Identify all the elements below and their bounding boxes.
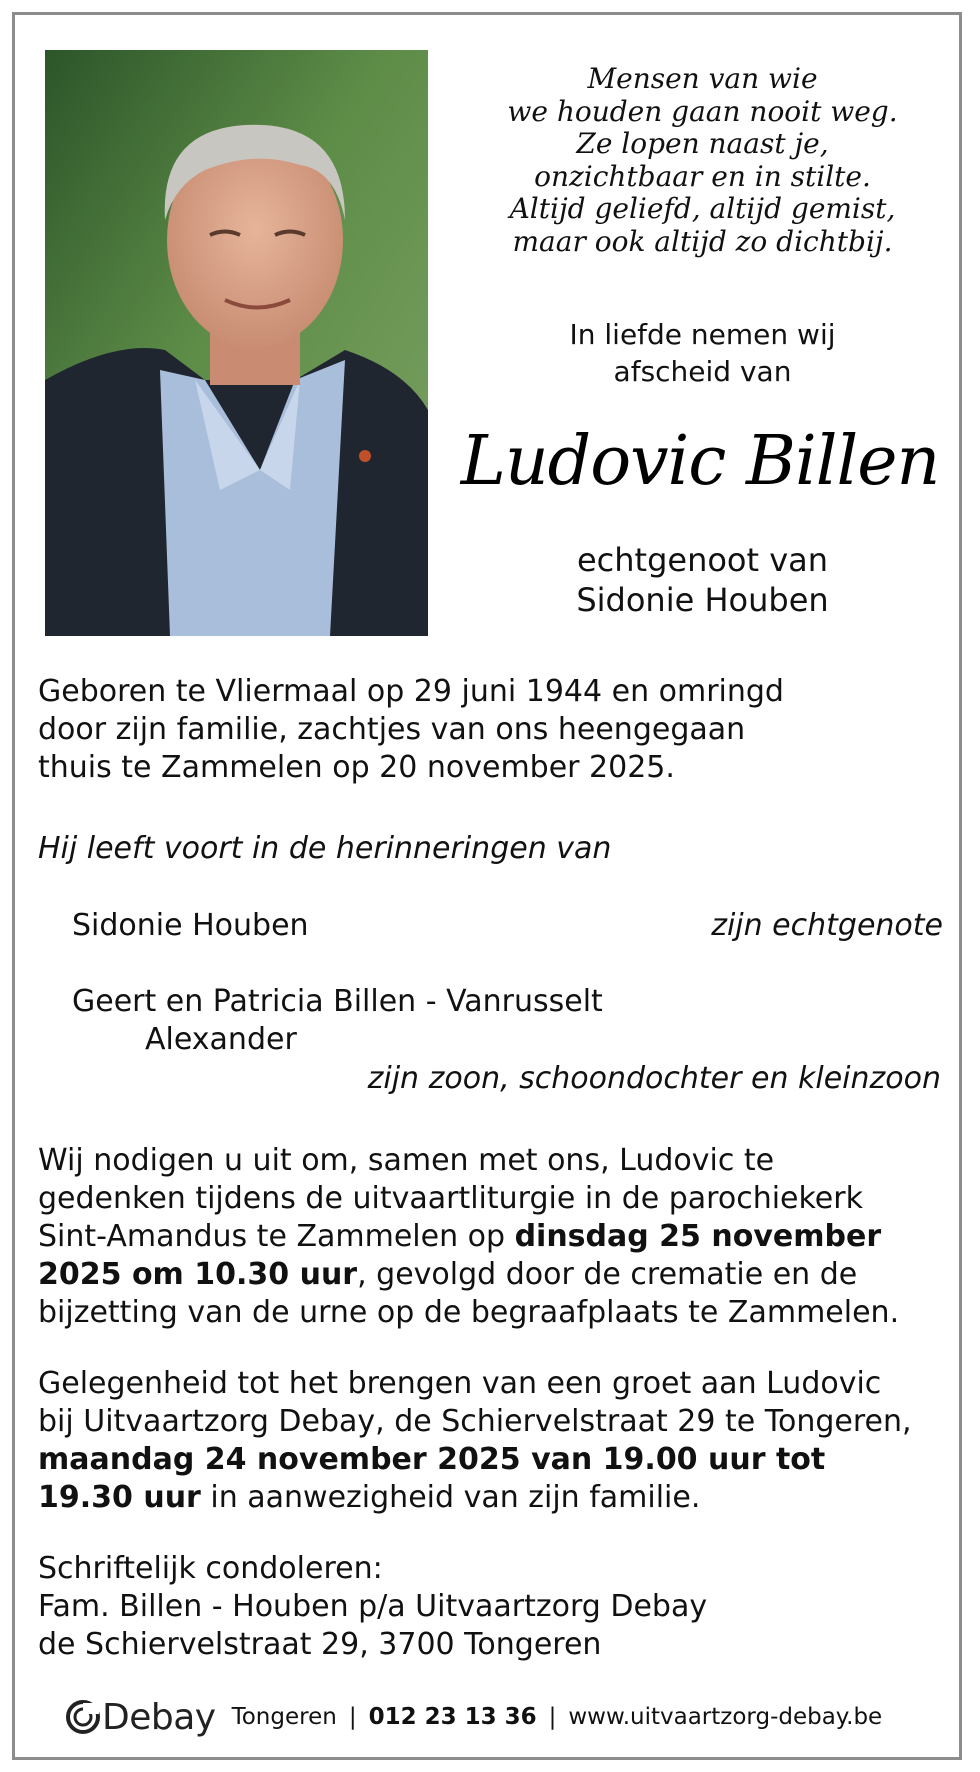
footer-website[interactable]: www.uitvaartzorg-debay.be [568,1704,883,1730]
visitation-paragraph [38,1365,912,1517]
family-son-names: Geert en Patricia Billen - Vanrusselt [72,984,603,1019]
family-grandson-name: Alexander [145,1022,297,1057]
condol-line: de Schiervelstraat 29, 3700 Tongeren [38,1627,602,1662]
visit-line [38,1479,912,1517]
poem [470,63,935,258]
deceased-name: Ludovic Billen [460,422,940,501]
invite-line: gedenken tijdens de uitvaartliturgie in de parochiekerk [38,1181,863,1216]
invite-line [38,1256,899,1294]
invite-line [38,1218,899,1256]
poem-line: onzichtbaar en in stilte. [534,159,871,193]
portrait-photo [45,50,428,636]
invite-line: Wij nodigen u uit om, samen met ons, Ludovic te [38,1143,775,1178]
visit-line [38,1441,912,1479]
condol-line: Schriftelijk condoleren: [38,1551,383,1586]
funeral-date: dinsdag 25 november [514,1219,882,1254]
invite-line: bijzetting van de urne op de begraafplaats te Zammelen. [38,1295,900,1330]
poem-line: Ze lopen naast je, [576,127,829,160]
footer-separator: | [548,1704,557,1730]
family-spouse-relation: zijn echtgenote [711,908,943,943]
debay-logo [66,1697,216,1738]
spouse-line: Sidonie Houben [576,581,829,619]
invitation-paragraph [38,1142,899,1332]
poem-line: Altijd geliefd, altijd gemist, [509,192,896,225]
footer-phone[interactable]: 012 23 13 36 [368,1704,537,1730]
poem-line: Mensen van wie [587,62,818,95]
visitation-time: 19.30 uur [38,1480,201,1515]
birth-line: Geboren te Vliermaal op 29 juni 1944 en omringd [38,674,784,709]
spouse-text [470,540,935,620]
intro-line: afscheid van [613,355,792,388]
birth-line: thuis te Zammelen op 20 november 2025. [38,750,675,785]
logo-text: Debay [102,1696,216,1738]
footer-city: Tongeren [231,1704,337,1730]
condolences-paragraph [38,1550,707,1664]
debay-logo-icon [66,1700,100,1734]
visit-text: in aanwezigheid van zijn familie. [200,1480,701,1515]
visit-line: Gelegenheid tot het brengen van een groet aan Ludovic [38,1366,882,1401]
intro-text [470,316,935,390]
family-son-relation: zijn zoon, schoondochter en kleinzoon [367,1061,941,1096]
portrait-illustration [45,50,428,636]
intro-line: In liefde nemen wij [569,318,836,351]
family-spouse-name: Sidonie Houben [72,908,309,943]
poem-line: maar ook altijd zo dichtbij. [512,224,893,258]
condol-line: Fam. Billen - Houben p/a Uitvaartzorg Debay [38,1589,708,1624]
funeral-time: 2025 om 10.30 uur [38,1257,358,1292]
spouse-line: echtgenoot van [576,541,829,579]
poem-line: we houden gaan nooit weg. [507,94,898,128]
visitation-date: maandag 24 november 2025 van 19.00 uur tot [38,1442,826,1477]
invite-text: , gevolgd door de crematie en de [357,1257,858,1292]
remember-heading: Hij leeft voort in de herinneringen van [38,831,612,866]
footer [66,1694,882,1740]
footer-separator: | [348,1704,357,1730]
birth-line: door zijn familie, zachtjes van ons heengegaan [38,712,746,747]
birth-paragraph [38,673,784,787]
invite-text: Sint-Amandus te Zammelen op [38,1219,515,1254]
visit-line: bij Uitvaartzorg Debay, de Schiervelstraat 29 te Tongeren, [38,1404,912,1439]
